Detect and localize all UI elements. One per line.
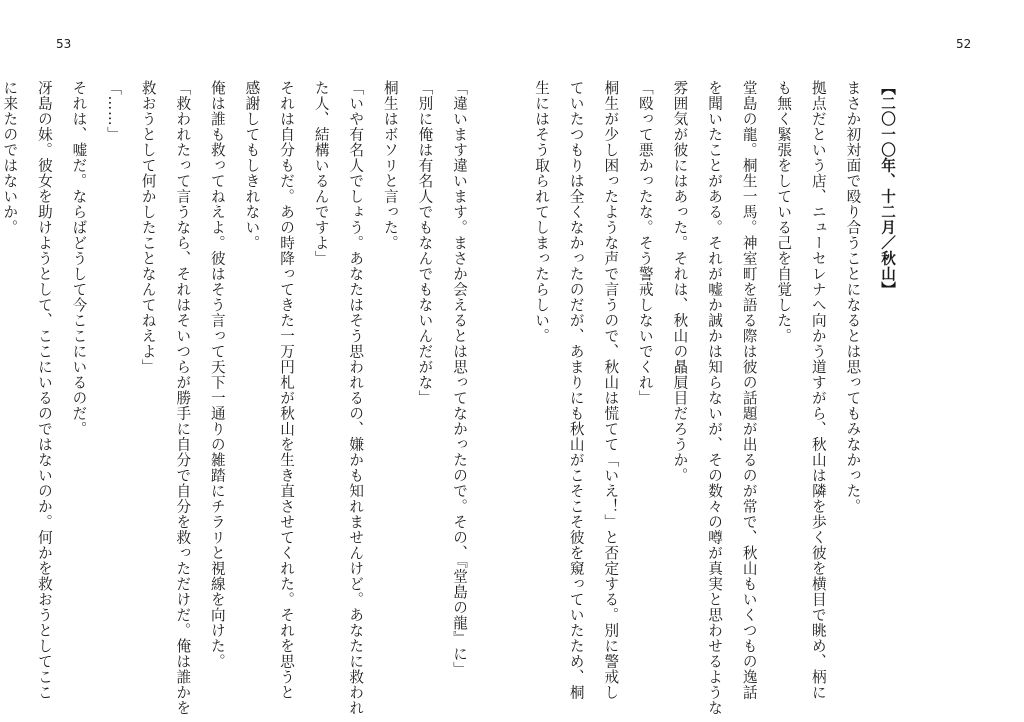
text-line: た人、結構いるんですよ」 [312, 80, 330, 266]
text-line: に来たのではないか。 [1, 80, 19, 235]
text-line: 「いや有名人でしょう。あなたはそう思われるの、嫌かも知れませんけど。あなたに救われ [347, 80, 365, 716]
text-line: 「……」 [105, 80, 123, 142]
text-line: ていたつもりは全くなかったのだが、あまりにも秋山がこそこそ彼を窺っていたため、桐 [567, 80, 585, 700]
text-line: 拠点だという店、ニューセレナへ向かう道すがら、秋山は隣を歩く彼を横目で眺め、柄に [809, 80, 827, 700]
text-line: も無く緊張をしている己を自覚した。 [775, 80, 793, 344]
text-line: それは、嘘だ。ならばどうして今ここにいるのだ。 [70, 80, 88, 437]
text-line: 俺は誰も救ってねえよ。彼はそう言って天下一通りの雑踏にチラリと視線を向けた。 [208, 80, 226, 669]
text-line: 「違います違います。まさか会えるとは思ってなかったので。その、『堂島の龍』に」 [451, 80, 468, 678]
text-line: まさか初対面で殴り合うことになるとは思ってもみなかった。 [844, 80, 862, 514]
text-line: 冴島の妹。彼女を助けようとして、ここにいるのではないのか。何かを救おうとしてここ [35, 80, 53, 700]
text-line: それは自分もだ。あの時降ってきた一万円札が秋山を生き直させてくれた。それを思うと [278, 80, 296, 700]
text-line: 堂島の龍。桐生一馬。神室町を語る際は彼の話題が出るのが常で、秋山もいくつもの逸話 [740, 80, 758, 700]
page-number-right: 52 [956, 37, 972, 51]
text-line: 救おうとして何かしたことなんてねえよ」 [139, 80, 157, 375]
text-line: 「救われたって言うなら、それはそいつらが勝手に自分で自分を救っただけだ。俺は誰かを [174, 80, 192, 716]
text-line: を聞いたことがある。それが嘘か誠かは知らないが、その数々の噂が真実と思わせるような [706, 80, 724, 716]
text-line: 雰囲気が彼にはあった。それは、秋山の贔屓目だろうか。 [671, 80, 689, 483]
text-line: 桐生が少し困ったような声で言うので、秋山は慌てて「いえ！」と否定する。別に警戒し [602, 80, 620, 700]
text-line: 桐生はボソリと言った。 [381, 80, 399, 251]
chapter-heading: 【二〇一〇年、十二月／秋山】 [879, 80, 896, 297]
text-line: 感謝してもしきれない。 [243, 80, 261, 251]
text-line: 生にはそう取られてしまったらしい。 [533, 80, 551, 344]
page-number-left: 53 [56, 37, 72, 51]
left-page-text [1, 80, 476, 716]
text-line: 「殴って悪かったな。そう警戒しないでくれ」 [636, 80, 654, 406]
text-line: 「別に俺は有名人でもなんでもないんだがな」 [416, 80, 434, 406]
right-page-text [533, 80, 904, 716]
